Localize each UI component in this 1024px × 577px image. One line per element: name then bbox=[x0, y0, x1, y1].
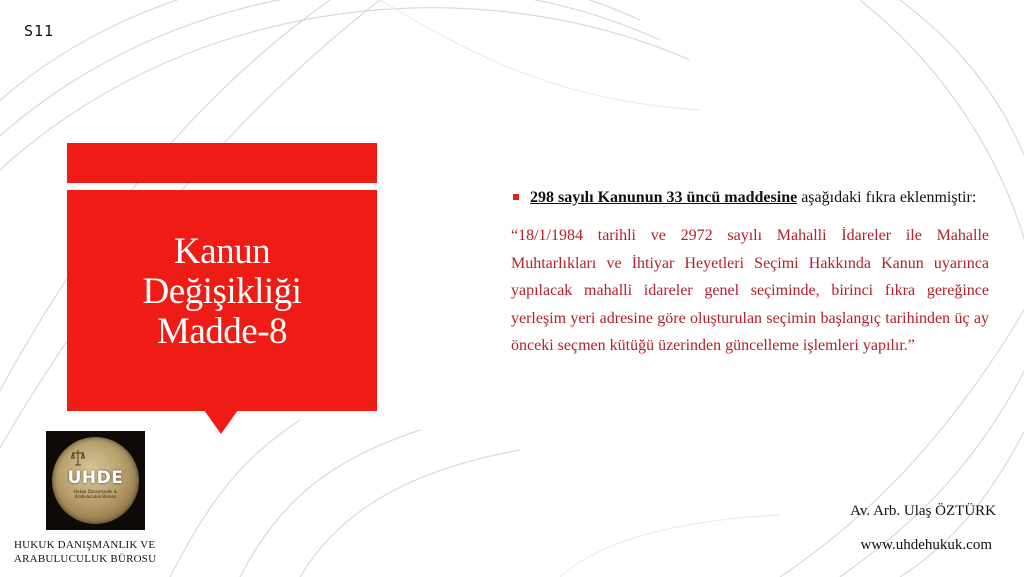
website-link[interactable]: www.uhdehukuk.com bbox=[860, 537, 992, 553]
bullet-text: aşağıdaki fıkra eklenmiştir: bbox=[797, 189, 977, 206]
logo-wordmark: UHDE bbox=[67, 468, 124, 488]
panel-title-line: Madde-8 bbox=[156, 311, 288, 352]
slide-number: S11 bbox=[24, 22, 55, 40]
firm-name-line: HUKUK DANIŞMANLIK VE bbox=[14, 539, 156, 551]
panel-title-line: Değişikliği bbox=[142, 271, 302, 312]
bullet-item bbox=[511, 186, 989, 210]
quoted-provision: “18/1/1984 tarihli ve 2972 sayılı Mahalli İdareler ile Mahalle Muhtarlıkları ve İhtiyar Heyetleri Seçimi Hakkında Kanun uyarınca yapılacak mahalli idareler genel seçiminde, birinci fıkra gereğince yerleşim yeri adresine göre oluşturulan seçimin başlangıç tarihinden üç ay önceki seçmen kütüğü üzerinden güncelleme işlemleri yapılır.” bbox=[511, 227, 989, 354]
panel-title-line: Kanun bbox=[173, 231, 271, 272]
square-bullet-icon bbox=[513, 194, 519, 200]
bullet-bold-text: 298 sayılı Kanunun 33 üncü maddesine bbox=[530, 189, 798, 206]
firm-logo bbox=[46, 431, 145, 530]
firm-name bbox=[14, 538, 156, 566]
scales-of-justice-icon bbox=[71, 449, 85, 467]
logo-subtext: Hukuk Danışmanlık & Arabuluculuk Bürosu bbox=[74, 489, 117, 499]
red-header-bar bbox=[67, 143, 377, 183]
firm-name-line: ARABULUCULUK BÜROSU bbox=[14, 553, 157, 565]
title-panel-pointer bbox=[204, 410, 238, 434]
content-area bbox=[511, 186, 989, 360]
author-name: Av. Arb. Ulaş ÖZTÜRK bbox=[850, 503, 996, 519]
panel-title bbox=[67, 232, 377, 352]
